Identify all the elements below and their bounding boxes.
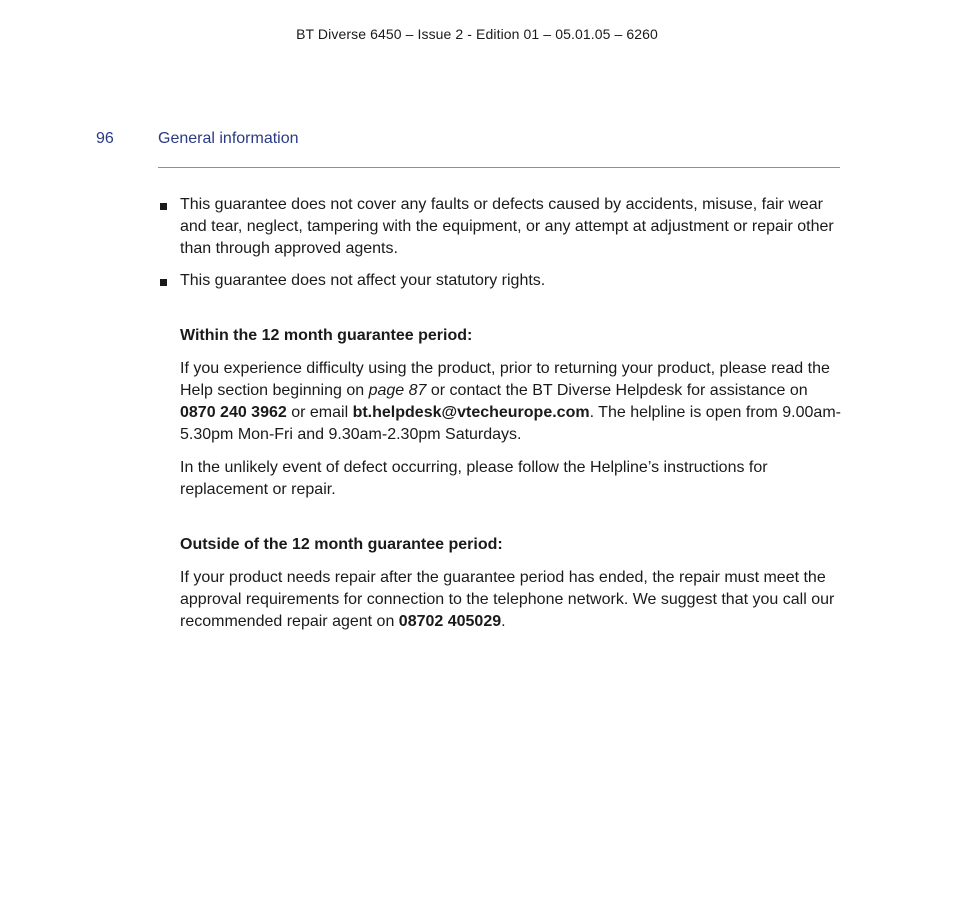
repair-agent-phone: 08702 405029: [398, 613, 502, 630]
list-item: [158, 194, 842, 260]
page-number: 96: [96, 130, 114, 147]
outside-section: [180, 534, 842, 633]
page-reference-link[interactable]: page 87: [368, 382, 427, 399]
outside-paragraph-1: [180, 567, 842, 633]
text-span: If you experience difficulty using the product, prior to returning your product, please read the Help section beginning on: [180, 360, 830, 399]
text-span: . The helpline is open from 9.00am-5.30pm Mon-Fri and 9.30am-2.30pm Saturdays.: [180, 404, 841, 443]
bullet-text: This guarantee does not cover any faults or defects caused by accidents, misuse, fair wear and tear, neglect, tampering with the equipment, or any attempt at adjustment or repair other than through approved agents.: [180, 196, 834, 257]
square-bullet-icon: [160, 203, 167, 210]
section-title: General information: [158, 130, 299, 147]
within-section: [180, 325, 842, 501]
page-body: [158, 194, 842, 644]
list-item: [158, 270, 842, 292]
within-heading: Within the 12 month guarantee period:: [180, 327, 473, 344]
within-paragraph-1: [180, 358, 842, 446]
text-span: or email: [286, 404, 353, 421]
outside-heading: Outside of the 12 month guarantee period:: [180, 536, 503, 553]
text-span: or contact the BT Diverse Helpdesk for assistance on: [426, 382, 808, 399]
text-span: If your product needs repair after the guarantee period has ended, the repair must meet the approval requirements for connection to the telephone network. We suggest that you call our recommended repair agent on: [180, 569, 835, 630]
helpdesk-email[interactable]: bt.helpdesk@vtecheurope.com: [352, 404, 590, 421]
header-divider: [158, 167, 840, 168]
text-span: .: [501, 613, 506, 630]
square-bullet-icon: [160, 279, 167, 286]
running-header: BT Diverse 6450 – Issue 2 - Edition 01 – 05.01.05 – 6260: [296, 26, 658, 42]
within-paragraph-2: In the unlikely event of defect occurring, please follow the Helpline’s instructions for replacement or repair.: [180, 459, 768, 498]
bullet-text: This guarantee does not affect your statutory rights.: [180, 272, 546, 289]
helpdesk-phone: 0870 240 3962: [180, 404, 287, 421]
